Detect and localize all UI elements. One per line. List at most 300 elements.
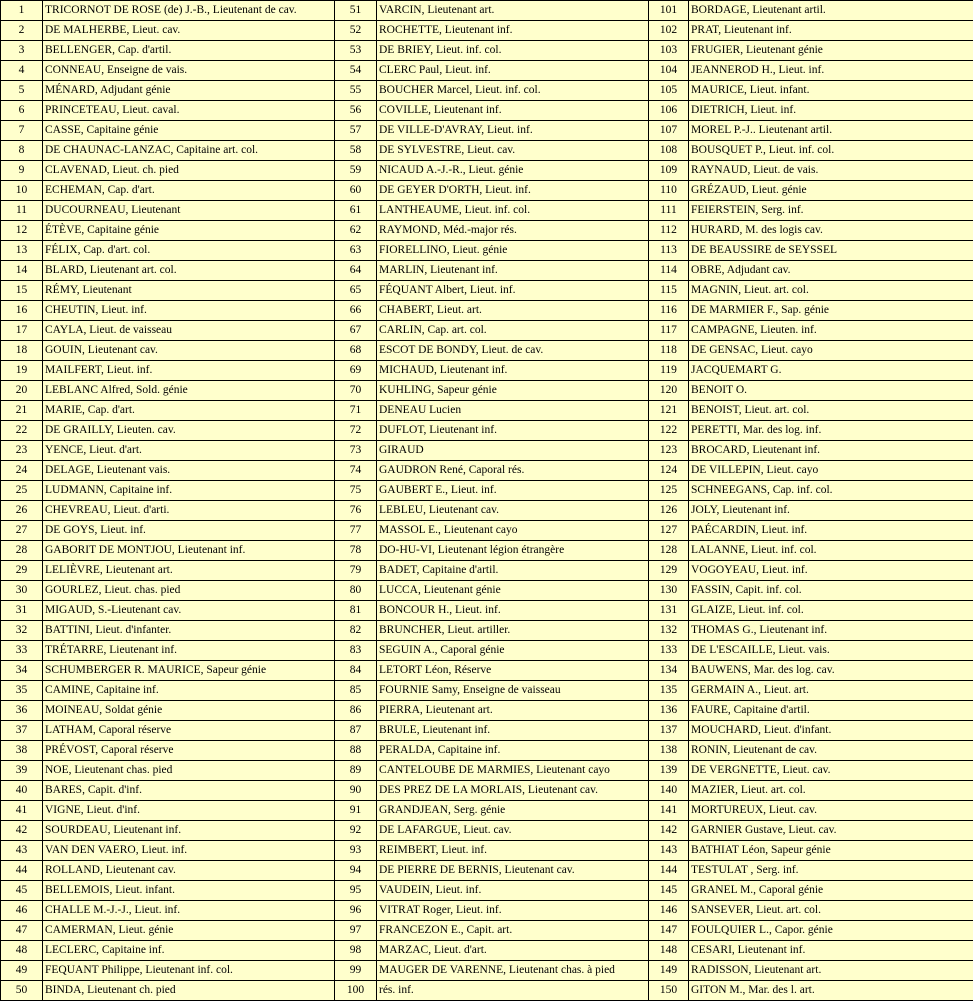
entry-name: TRÉTARRE, Lieutenant inf. (43, 641, 335, 661)
entry-name: FOURNIE Samy, Enseigne de vaisseau (377, 681, 649, 701)
entry-number: 114 (649, 261, 689, 281)
entry-number: 138 (649, 741, 689, 761)
entry-number: 144 (649, 861, 689, 881)
entry-name: DELAGE, Lieutenant vais. (43, 461, 335, 481)
entry-number: 43 (1, 841, 43, 861)
entry-name: BORDAGE, Lieutenant artil. (689, 1, 973, 21)
entry-number: 134 (649, 661, 689, 681)
entry-name: MORTUREUX, Lieut. cav. (689, 801, 973, 821)
entry-name: GITON M., Mar. des l. art. (689, 981, 973, 1001)
entry-number: 39 (1, 761, 43, 781)
entry-name: GRANDJEAN, Serg. génie (377, 801, 649, 821)
entry-name: PIERRA, Lieutenant art. (377, 701, 649, 721)
entry-number: 136 (649, 701, 689, 721)
entry-number: 51 (335, 1, 377, 21)
entry-name: CHABERT, Lieut. art. (377, 301, 649, 321)
entry-name: LEBLANC Alfred, Sold. génie (43, 381, 335, 401)
entry-number: 26 (1, 501, 43, 521)
entry-number: 13 (1, 241, 43, 261)
entry-name: GOURLEZ, Lieut. chas. pied (43, 581, 335, 601)
entry-number: 103 (649, 41, 689, 61)
entry-name: SEGUIN A., Caporal génie (377, 641, 649, 661)
entry-name: BADET, Capitaine d'artil. (377, 561, 649, 581)
table-row (1, 581, 973, 601)
table-row (1, 141, 973, 161)
entry-number: 113 (649, 241, 689, 261)
entry-number: 46 (1, 901, 43, 921)
entry-number: 61 (335, 201, 377, 221)
entry-name: MOINEAU, Soldat génie (43, 701, 335, 721)
entry-name: REIMBERT, Lieut. inf. (377, 841, 649, 861)
table-row (1, 801, 973, 821)
entry-number: 24 (1, 461, 43, 481)
table-row (1, 41, 973, 61)
entry-number: 150 (649, 981, 689, 1001)
entry-name: BRULE, Lieutenant inf. (377, 721, 649, 741)
entry-name: GERMAIN A., Lieut. art. (689, 681, 973, 701)
entry-number: 9 (1, 161, 43, 181)
entry-name: DIETRICH, Lieut. inf. (689, 101, 973, 121)
entry-number: 67 (335, 321, 377, 341)
entry-name: RAYNAUD, Lieut. de vais. (689, 161, 973, 181)
entry-name: CAMERMAN, Lieut. génie (43, 921, 335, 941)
entry-name: MARIE, Cap. d'art. (43, 401, 335, 421)
entry-name: BAUWENS, Mar. des log. cav. (689, 661, 973, 681)
entry-number: 45 (1, 881, 43, 901)
entry-number: 146 (649, 901, 689, 921)
table-row (1, 561, 973, 581)
entry-name: MAZIER, Lieut. art. col. (689, 781, 973, 801)
entry-name: DE L'ESCAILLE, Lieut. vais. (689, 641, 973, 661)
entry-number: 135 (649, 681, 689, 701)
entry-number: 89 (335, 761, 377, 781)
entry-number: 64 (335, 261, 377, 281)
entry-name: JEANNEROD H., Lieut. inf. (689, 61, 973, 81)
entry-number: 102 (649, 21, 689, 41)
entry-name: DE MARMIER F., Sap. génie (689, 301, 973, 321)
entry-number: 75 (335, 481, 377, 501)
table-row (1, 781, 973, 801)
entry-number: 70 (335, 381, 377, 401)
entry-name: ROCHETTE, Lieutenant inf. (377, 21, 649, 41)
entry-number: 69 (335, 361, 377, 381)
entry-number: 94 (335, 861, 377, 881)
entry-number: 111 (649, 201, 689, 221)
entry-name: DE GOYS, Lieut. inf. (43, 521, 335, 541)
entry-name: MIGAUD, S.-Lieutenant cav. (43, 601, 335, 621)
entry-number: 104 (649, 61, 689, 81)
table-row (1, 841, 973, 861)
entry-number: 14 (1, 261, 43, 281)
entry-number: 56 (335, 101, 377, 121)
entry-number: 121 (649, 401, 689, 421)
table-row (1, 381, 973, 401)
table-row (1, 461, 973, 481)
entry-number: 68 (335, 341, 377, 361)
entry-name: LUCCA, Lieutenant génie (377, 581, 649, 601)
entry-name: MAURICE, Lieut. infant. (689, 81, 973, 101)
entry-number: 40 (1, 781, 43, 801)
entry-name: GAUBERT E., Lieut. inf. (377, 481, 649, 501)
entry-number: 79 (335, 561, 377, 581)
entry-number: 107 (649, 121, 689, 141)
entry-name: DE GENSAC, Lieut. cayo (689, 341, 973, 361)
entry-number: 91 (335, 801, 377, 821)
table-row (1, 641, 973, 661)
entry-name: MOUCHARD, Lieut. d'infant. (689, 721, 973, 741)
entry-name: GIRAUD (377, 441, 649, 461)
entry-number: 18 (1, 341, 43, 361)
entry-number: 23 (1, 441, 43, 461)
entry-name: BONCOUR H., Lieut. inf. (377, 601, 649, 621)
entry-number: 60 (335, 181, 377, 201)
entry-number: 47 (1, 921, 43, 941)
entry-number: 81 (335, 601, 377, 621)
entry-name: JACQUEMART G. (689, 361, 973, 381)
entry-name: BOUCHER Marcel, Lieut. inf. col. (377, 81, 649, 101)
entry-number: 58 (335, 141, 377, 161)
entry-number: 133 (649, 641, 689, 661)
entry-number: 143 (649, 841, 689, 861)
entry-number: 19 (1, 361, 43, 381)
entry-name: DUCOURNEAU, Lieutenant (43, 201, 335, 221)
entry-number: 148 (649, 941, 689, 961)
entry-name: DE GEYER D'ORTH, Lieut. inf. (377, 181, 649, 201)
entry-number: 28 (1, 541, 43, 561)
table-row (1, 541, 973, 561)
entry-number: 149 (649, 961, 689, 981)
table-row (1, 241, 973, 261)
entry-name: LATHAM, Caporal réserve (43, 721, 335, 741)
entry-number: 8 (1, 141, 43, 161)
entry-name: MARZAC, Lieut. d'art. (377, 941, 649, 961)
entry-name: BINDA, Lieutenant ch. pied (43, 981, 335, 1001)
entry-number: 118 (649, 341, 689, 361)
entry-number: 93 (335, 841, 377, 861)
entry-name: BELLEMOIS, Lieut. infant. (43, 881, 335, 901)
entry-name: MICHAUD, Lieutenant inf. (377, 361, 649, 381)
entry-name: OBRE, Adjudant cav. (689, 261, 973, 281)
entry-name: CANTELOUBE DE MARMIES, Lieutenant cayo (377, 761, 649, 781)
entry-number: 44 (1, 861, 43, 881)
entry-number: 21 (1, 401, 43, 421)
entry-number: 53 (335, 41, 377, 61)
table-row (1, 181, 973, 201)
entry-name: CAYLA, Lieut. de vaisseau (43, 321, 335, 341)
entry-number: 65 (335, 281, 377, 301)
entry-number: 106 (649, 101, 689, 121)
entry-number: 11 (1, 201, 43, 221)
entry-number: 37 (1, 721, 43, 741)
entry-number: 49 (1, 961, 43, 981)
entry-number: 4 (1, 61, 43, 81)
entry-name: FEQUANT Philippe, Lieutenant inf. col. (43, 961, 335, 981)
entry-name: BARES, Capit. d'inf. (43, 781, 335, 801)
entry-name: FRANCEZON E., Capit. art. (377, 921, 649, 941)
entry-number: 145 (649, 881, 689, 901)
table-row (1, 21, 973, 41)
entry-name: RADISSON, Lieutenant art. (689, 961, 973, 981)
entry-name: DO-HU-VI, Lieutenant légion étrangère (377, 541, 649, 561)
entry-name: LUDMANN, Capitaine inf. (43, 481, 335, 501)
entry-name: GABORIT DE MONTJOU, Lieutenant inf. (43, 541, 335, 561)
entry-number: 100 (335, 981, 377, 1001)
entry-name: SOURDEAU, Lieutenant inf. (43, 821, 335, 841)
entry-number: 112 (649, 221, 689, 241)
entry-number: 129 (649, 561, 689, 581)
table-row (1, 861, 973, 881)
table-row (1, 941, 973, 961)
entry-number: 137 (649, 721, 689, 741)
entry-number: 119 (649, 361, 689, 381)
table-row (1, 661, 973, 681)
entry-number: 126 (649, 501, 689, 521)
entry-name: DE VILLE-D'AVRAY, Lieut. inf. (377, 121, 649, 141)
entry-name: ECHEMAN, Cap. d'art. (43, 181, 335, 201)
entry-number: 77 (335, 521, 377, 541)
table-row (1, 601, 973, 621)
entry-number: 10 (1, 181, 43, 201)
table-row (1, 281, 973, 301)
entry-name: PRINCETEAU, Lieut. caval. (43, 101, 335, 121)
entry-name: CONNEAU, Enseigne de vais. (43, 61, 335, 81)
entry-name: MOREL P.-J.. Lieutenant artil. (689, 121, 973, 141)
entry-name: VITRAT Roger, Lieut. inf. (377, 901, 649, 921)
entry-number: 83 (335, 641, 377, 661)
entry-number: 57 (335, 121, 377, 141)
entry-name: ROLLAND, Lieutenant cav. (43, 861, 335, 881)
table-row (1, 121, 973, 141)
entry-name: LANTHEAUME, Lieut. inf. col. (377, 201, 649, 221)
entry-number: 142 (649, 821, 689, 841)
entry-number: 1 (1, 1, 43, 21)
entry-number: 122 (649, 421, 689, 441)
entry-number: 74 (335, 461, 377, 481)
entry-name: LEBLEU, Lieutenant cav. (377, 501, 649, 521)
entry-number: 88 (335, 741, 377, 761)
table-row (1, 221, 973, 241)
entry-number: 15 (1, 281, 43, 301)
table-row (1, 961, 973, 981)
entry-name: BOUSQUET P., Lieut. inf. col. (689, 141, 973, 161)
entry-name: CHEVREAU, Lieut. d'arti. (43, 501, 335, 521)
entry-number: 34 (1, 661, 43, 681)
entry-name: LALANNE, Lieut. inf. col. (689, 541, 973, 561)
entry-name: GRÉZAUD, Lieut. génie (689, 181, 973, 201)
table-row (1, 61, 973, 81)
entry-number: 85 (335, 681, 377, 701)
entry-name: MAILFERT, Lieut. inf. (43, 361, 335, 381)
entry-name: MAGNIN, Lieut. art. col. (689, 281, 973, 301)
entry-number: 97 (335, 921, 377, 941)
entry-number: 87 (335, 721, 377, 741)
entry-number: 25 (1, 481, 43, 501)
entry-name: DE MALHERBE, Lieut. cav. (43, 21, 335, 41)
entry-number: 2 (1, 21, 43, 41)
entry-number: 132 (649, 621, 689, 641)
entry-name: CARLIN, Cap. art. col. (377, 321, 649, 341)
table-row (1, 501, 973, 521)
entry-number: 17 (1, 321, 43, 341)
entry-name: BENOIT O. (689, 381, 973, 401)
table-row (1, 921, 973, 941)
entry-name: PERETTI, Mar. des log. inf. (689, 421, 973, 441)
entry-name: MAUGER DE VARENNE, Lieutenant chas. à pied (377, 961, 649, 981)
entry-name: NOE, Lieutenant chas. pied (43, 761, 335, 781)
entry-name: CHEUTIN, Lieut. inf. (43, 301, 335, 321)
table-row (1, 81, 973, 101)
entry-number: 84 (335, 661, 377, 681)
entry-name: DE BEAUSSIRE de SEYSSEL (689, 241, 973, 261)
entry-name: RONIN, Lieutenant de cav. (689, 741, 973, 761)
entry-name: PERALDA, Capitaine inf. (377, 741, 649, 761)
entry-name: FOULQUIER L., Capor. génie (689, 921, 973, 941)
entry-number: 38 (1, 741, 43, 761)
entry-name: YENCE, Lieut. d'art. (43, 441, 335, 461)
entry-number: 71 (335, 401, 377, 421)
entry-number: 36 (1, 701, 43, 721)
entry-name: TRICORNOT DE ROSE (de) J.-B., Lieutenant de cav. (43, 1, 335, 21)
entry-name: GOUIN, Lieutenant cav. (43, 341, 335, 361)
table-row (1, 701, 973, 721)
entry-number: 123 (649, 441, 689, 461)
entry-number: 116 (649, 301, 689, 321)
entry-name: DENEAU Lucien (377, 401, 649, 421)
entry-number: 32 (1, 621, 43, 641)
entry-number: 6 (1, 101, 43, 121)
entry-name: ESCOT DE BONDY, Lieut. de cav. (377, 341, 649, 361)
table-row (1, 521, 973, 541)
entry-number: 72 (335, 421, 377, 441)
table-row (1, 881, 973, 901)
entry-name: COVILLE, Lieutenant inf. (377, 101, 649, 121)
entry-number: 52 (335, 21, 377, 41)
entry-name: LELIÈVRE, Lieutenant art. (43, 561, 335, 581)
table-row (1, 721, 973, 741)
entry-number: 141 (649, 801, 689, 821)
entry-number: 95 (335, 881, 377, 901)
entry-name: GLAIZE, Lieut. inf. col. (689, 601, 973, 621)
entry-number: 130 (649, 581, 689, 601)
roll-table-body (1, 1, 973, 1001)
entry-number: 62 (335, 221, 377, 241)
entry-name: DE SYLVESTRE, Lieut. cav. (377, 141, 649, 161)
entry-name: CAMINE, Capitaine inf. (43, 681, 335, 701)
entry-name: TESTULAT , Serg. inf. (689, 861, 973, 881)
entry-name: BLARD, Lieutenant art. col. (43, 261, 335, 281)
entry-name: RAYMOND, Méd.-major rés. (377, 221, 649, 241)
entry-name: SCHUMBERGER R. MAURICE, Sapeur génie (43, 661, 335, 681)
table-row (1, 361, 973, 381)
entry-name: PRÉVOST, Caporal réserve (43, 741, 335, 761)
entry-number: 59 (335, 161, 377, 181)
table-row (1, 821, 973, 841)
entry-name: DUFLOT, Lieutenant inf. (377, 421, 649, 441)
table-row (1, 681, 973, 701)
entry-number: 73 (335, 441, 377, 461)
entry-number: 86 (335, 701, 377, 721)
entry-number: 101 (649, 1, 689, 21)
entry-name: DE VERGNETTE, Lieut. cav. (689, 761, 973, 781)
entry-number: 147 (649, 921, 689, 941)
entry-number: 63 (335, 241, 377, 261)
entry-name: BENOIST, Lieut. art. col. (689, 401, 973, 421)
table-row (1, 981, 973, 1001)
entry-name: KUHLING, Sapeur génie (377, 381, 649, 401)
entry-number: 92 (335, 821, 377, 841)
entry-name: LETORT Léon, Réserve (377, 661, 649, 681)
table-row (1, 301, 973, 321)
entry-number: 20 (1, 381, 43, 401)
entry-name: JOLY, Lieutenant inf. (689, 501, 973, 521)
entry-number: 35 (1, 681, 43, 701)
entry-number: 120 (649, 381, 689, 401)
entry-number: 99 (335, 961, 377, 981)
entry-number: 128 (649, 541, 689, 561)
entry-number: 90 (335, 781, 377, 801)
entry-name: VAUDEIN, Lieut. inf. (377, 881, 649, 901)
entry-name: MÉNARD, Adjudant génie (43, 81, 335, 101)
entry-number: 115 (649, 281, 689, 301)
entry-number: 48 (1, 941, 43, 961)
entry-number: 127 (649, 521, 689, 541)
entry-number: 27 (1, 521, 43, 541)
entry-name: FRUGIER, Lieutenant génie (689, 41, 973, 61)
entry-number: 54 (335, 61, 377, 81)
entry-name: CASSE, Capitaine génie (43, 121, 335, 141)
entry-name: PRAT, Lieutenant inf. (689, 21, 973, 41)
entry-number: 3 (1, 41, 43, 61)
entry-number: 41 (1, 801, 43, 821)
entry-number: 140 (649, 781, 689, 801)
entry-name: VIGNE, Lieut. d'inf. (43, 801, 335, 821)
entry-number: 131 (649, 601, 689, 621)
entry-name: SCHNEEGANS, Cap. inf. col. (689, 481, 973, 501)
entry-number: 105 (649, 81, 689, 101)
entry-number: 22 (1, 421, 43, 441)
table-row (1, 101, 973, 121)
table-row (1, 481, 973, 501)
entry-number: 96 (335, 901, 377, 921)
entry-name: CHALLE M.-J.-J., Lieut. inf. (43, 901, 335, 921)
entry-name: GARNIER Gustave, Lieut. cav. (689, 821, 973, 841)
entry-name: BRUNCHER, Lieut. artiller. (377, 621, 649, 641)
entry-name: CESARI, Lieutenant inf. (689, 941, 973, 961)
entry-number: 5 (1, 81, 43, 101)
entry-name: FIORELLINO, Lieut. génie (377, 241, 649, 261)
entry-name: GRANEL M., Caporal génie (689, 881, 973, 901)
entry-number: 78 (335, 541, 377, 561)
entry-number: 31 (1, 601, 43, 621)
table-row (1, 441, 973, 461)
entry-name: LECLERC, Capitaine inf. (43, 941, 335, 961)
table-row (1, 421, 973, 441)
entry-number: 125 (649, 481, 689, 501)
entry-number: 139 (649, 761, 689, 781)
entry-name: HURARD, M. des logis cav. (689, 221, 973, 241)
entry-name: DE VILLEPIN, Lieut. cayo (689, 461, 973, 481)
entry-number: 30 (1, 581, 43, 601)
entry-name: BROCARD, Lieutenant inf. (689, 441, 973, 461)
entry-name: FÉQUANT Albert, Lieut. inf. (377, 281, 649, 301)
entry-name: FASSIN, Capit. inf. col. (689, 581, 973, 601)
entry-name: FÉLIX, Cap. d'art. col. (43, 241, 335, 261)
entry-name: SANSEVER, Lieut. art. col. (689, 901, 973, 921)
entry-number: 50 (1, 981, 43, 1001)
entry-name: VOGOYEAU, Lieut. inf. (689, 561, 973, 581)
table-row (1, 1, 973, 21)
entry-name: BATTINI, Lieut. d'infanter. (43, 621, 335, 641)
